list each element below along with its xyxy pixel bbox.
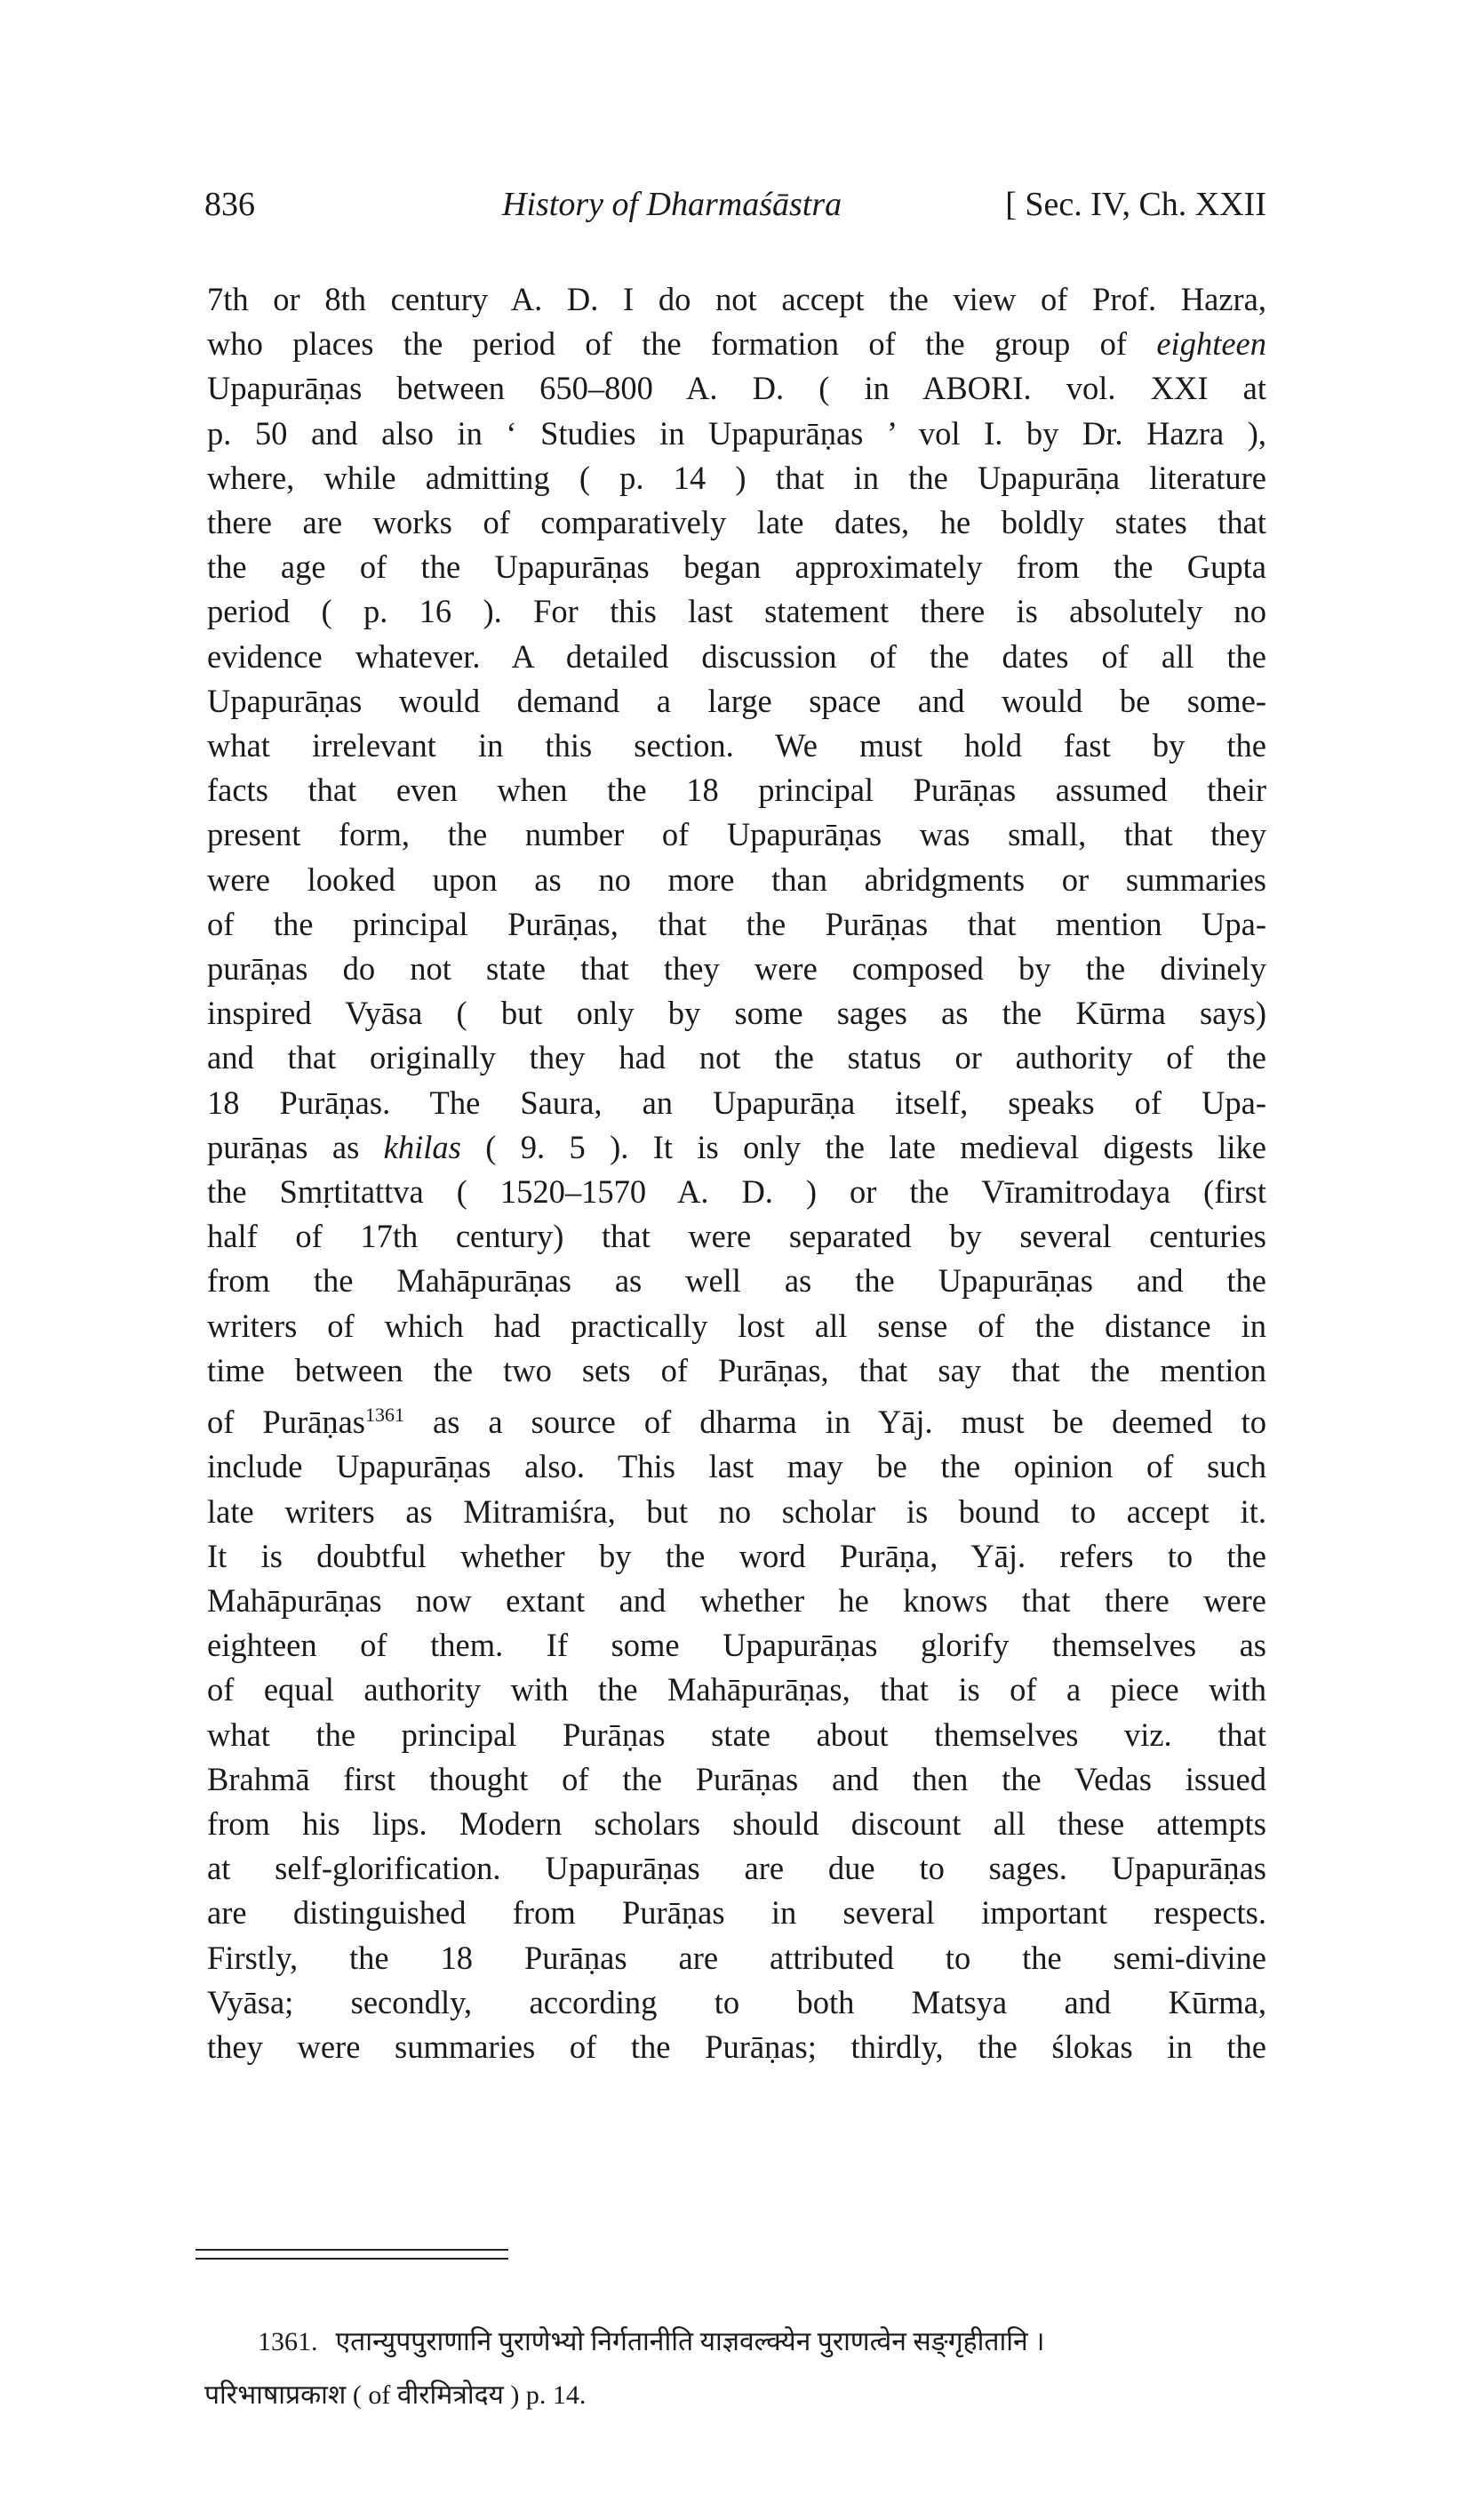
footnote-1361: [204, 2316, 1266, 2422]
body-line: writers of which had practically lost all sense of the distance in: [207, 1307, 1266, 1344]
footnote-source-page: ) p. 14.: [503, 2380, 587, 2410]
body-line: facts that even when the 18 principal Purāṇas assumed their: [207, 772, 1266, 809]
body-line: what the principal Purāṇas state about themselves viz. that: [207, 1716, 1266, 1753]
body-line: late writers as Mitramiśra, but no scholar is bound to accept it.: [207, 1492, 1266, 1530]
body-line: there are works of comparatively late dates, he boldly states that: [207, 504, 1266, 541]
footnote-source-title: परिभाषाप्रकाश: [204, 2380, 347, 2410]
body-line: p. 50 and also in ‘ Studies in Upapurāṇas ’ vol I. by Dr. Hazra ),: [207, 414, 1266, 452]
body-line: Firstly, the 18 Purāṇas are attributed to the semi-divine: [207, 1939, 1266, 1976]
footnote-sanskrit-text: एतान्युपपुराणानि पुराणेभ्यो निर्गतानीति याज्ञवल्क्येन पुराणत्वेन सङ्गृहीतानि ।: [335, 2327, 1045, 2356]
body-line: at self-glorification. Upapurāṇas are due to sages. Upapurāṇas: [207, 1850, 1266, 1887]
body-line: inspired Vyāsa ( but only by some sages as the Kūrma says): [207, 995, 1266, 1032]
body-line: who places the period of the formation of the group of eighteen: [207, 325, 1266, 363]
body-line: Mahāpurāṇas now extant and whether he knows that there were: [207, 1582, 1266, 1620]
body-line: evidence whatever. A detailed discussion of the dates of all the: [207, 637, 1266, 675]
body-line: they were summaries of the Purāṇas; thirdly, the ślokas in the: [207, 2028, 1266, 2066]
body-line: It is doubtful whether by the word Purāṇa, Yāj. refers to the: [207, 1537, 1266, 1574]
body-line-text: of Purāṇas: [207, 1404, 365, 1441]
body-line: present form, the number of Upapurāṇas was small, that they: [207, 816, 1266, 853]
section-reference: [ Sec. IV, Ch. XXII: [1005, 186, 1266, 223]
body-line: of the principal Purāṇas, that the Purāṇas that mention Upa-: [207, 905, 1266, 942]
body-line: 18 Purāṇas. The Saura, an Upapurāṇa itself, speaks of Upa-: [207, 1084, 1266, 1121]
body-line: of equal authority with the Mahāpurāṇas, that is of a piece with: [207, 1671, 1266, 1708]
footnote-number: 1361.: [258, 2327, 318, 2356]
running-title: History of Dharmaśāstra: [502, 186, 842, 223]
body-line: Vyāsa; secondly, according to both Matsya and Kūrma,: [207, 1983, 1266, 2020]
body-line: Brahmā first thought of the Purāṇas and then the Vedas issued: [207, 1760, 1266, 1797]
body-line: the age of the Upapurāṇas began approximately from the Gupta: [207, 548, 1266, 586]
body-line: are distinguished from Purāṇas in several important respects.: [207, 1894, 1266, 1932]
footnote-source-open: ( of: [346, 2380, 397, 2410]
emphasis: eighteen: [1156, 325, 1266, 363]
footnote-line-2: [204, 2369, 1266, 2422]
body-line: the Smṛtitattva ( 1520–1570 A. D. ) or the Vīramitrodaya (first: [207, 1173, 1266, 1211]
body-line: from his lips. Modern scholars should discount all these attempts: [207, 1805, 1266, 1843]
footnote-line-1: [204, 2316, 1266, 2369]
body-line: and that originally they had not the status or authority of the: [207, 1039, 1266, 1076]
footnote-reference[interactable]: 1361: [364, 1404, 404, 1427]
body-line: 7th or 8th century A. D. I do not accept the view of Prof. Hazra,: [207, 281, 1266, 317]
footnote-separator: [196, 2249, 508, 2260]
page-header: [204, 185, 1266, 238]
body-line: half of 17th century) that were separated by several centuries: [207, 1218, 1266, 1255]
page-number: 836: [204, 186, 255, 223]
body-line: what irrelevant in this section. We must hold fast by the: [207, 727, 1266, 764]
body-line: time between the two sets of Purāṇas, that say that the mention: [207, 1351, 1266, 1388]
body-line-text: as a source of dharma in Yāj. must be deemed to: [403, 1404, 1266, 1441]
body-line: Upapurāṇas would demand a large space and would be some-: [207, 682, 1266, 719]
body-line: period ( p. 16 ). For this last statement there is absolutely no: [207, 593, 1266, 630]
body-line: where, while admitting ( p. 14 ) that in the Upapurāṇa literature: [207, 459, 1266, 496]
body-line: Upapurāṇas between 650–800 A. D. ( in ABORI. vol. XXI at: [207, 370, 1266, 407]
footnote-source-work: वीरमित्रोदय: [396, 2380, 504, 2410]
body-line: eighteen of them. If some Upapurāṇas glorify themselves as: [207, 1627, 1266, 1664]
body-line: purāṇas do not state that they were composed by the divinely: [207, 950, 1266, 988]
body-line: [207, 1393, 1266, 1444]
emphasis: khilas: [383, 1128, 461, 1165]
body-line: were looked upon as no more than abridgments or summaries: [207, 860, 1266, 898]
body-line: from the Mahāpurāṇas as well as the Upapurāṇas and the: [207, 1262, 1266, 1300]
body-line: include Upapurāṇas also. This last may be the opinion of such: [207, 1448, 1266, 1485]
body-line: purāṇas as khilas ( 9. 5 ). It is only the late medieval digests like: [207, 1128, 1266, 1165]
main-text: [207, 277, 1266, 2069]
